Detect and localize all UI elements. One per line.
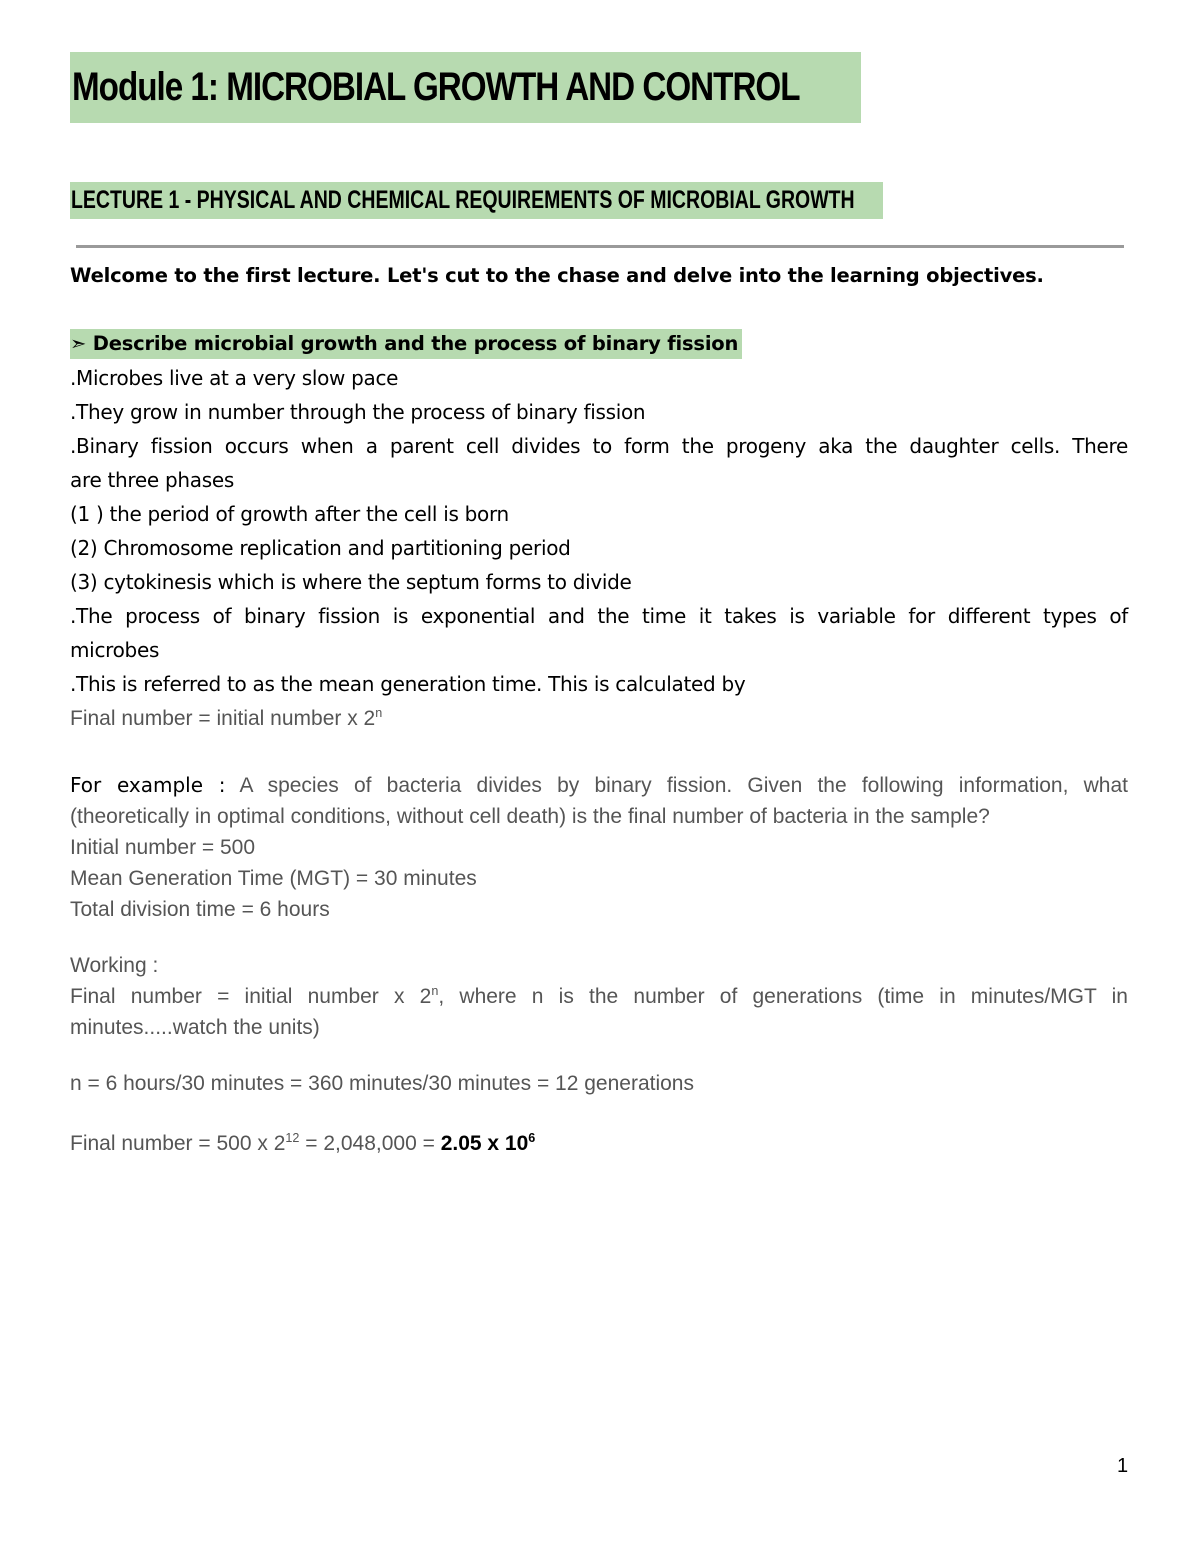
notes-block	[70, 361, 1128, 701]
horizontal-divider	[76, 245, 1124, 248]
phase-1: (1 ) the period of growth after the cell is born	[70, 502, 509, 526]
working-line-1: Final number = initial number x 2$^n$, where n is the number of generations (time in minutes/MGT in	[70, 984, 1128, 1008]
lecture-heading: LECTURE 1 - PHYSICAL AND CHEMICAL REQUIREMENTS OF MICROBIAL GROWTH	[70, 182, 883, 219]
working-label: Working :	[70, 954, 159, 977]
mgt-value: Mean Generation Time (MGT) = 30 minutes	[70, 867, 477, 890]
phase-2: (2) Chromosome replication and partitioning period	[70, 536, 571, 560]
learning-objective: ➣ Describe microbial growth and the process of binary fission	[70, 329, 742, 359]
note-line: .The process of binary fission is exponential and the time it takes is variable for different types of	[70, 604, 1128, 628]
note-line: microbes	[70, 638, 160, 662]
page-number: 1	[1117, 1455, 1129, 1477]
total-division-time: Total division time = 6 hours	[70, 898, 330, 921]
note-line: .Binary fission occurs when a parent cell divides to form the progeny aka the daughter cells. There	[70, 434, 1128, 458]
generation-formula: Final number = initial number x 2$^n$	[70, 706, 383, 730]
note-line: .They grow in number through the process of binary fission	[70, 400, 646, 424]
example-line-1: For example : A species of bacteria divides by binary fission. Given the following information, what	[70, 773, 1128, 797]
example-label: For example :	[70, 773, 226, 797]
generations-calc: n = 6 hours/30 minutes = 360 minutes/30 minutes = 12 generations	[70, 1072, 694, 1095]
final-number-calc: Final number = 500 x $2^{12} = 2,048,000 = 2.05$ x $10^6$	[70, 1131, 536, 1155]
final-answer: 2.05 x $10^6$	[440, 1131, 536, 1155]
phase-3: (3) cytokinesis which is where the septum forms to divide	[70, 570, 632, 594]
working-formula	[70, 981, 1128, 1043]
note-line: are three phases	[70, 468, 234, 492]
welcome-text: Welcome to the first lecture. Let's cut to the chase and delve into the learning objectives.	[70, 264, 1044, 287]
working-line-2: minutes.....watch the units)	[70, 1016, 320, 1039]
module-title: Module 1: MICROBIAL GROWTH AND CONTROL	[70, 52, 861, 123]
example-question	[70, 770, 1128, 925]
note-line: .Microbes live at a very slow pace	[70, 366, 399, 390]
note-line: .This is referred to as the mean generation time. This is calculated by	[70, 672, 746, 696]
initial-number: Initial number = 500	[70, 836, 256, 859]
example-line-2: (theoretically in optimal conditions, without cell death) is the final number of bacteria in the sample?	[70, 805, 990, 828]
